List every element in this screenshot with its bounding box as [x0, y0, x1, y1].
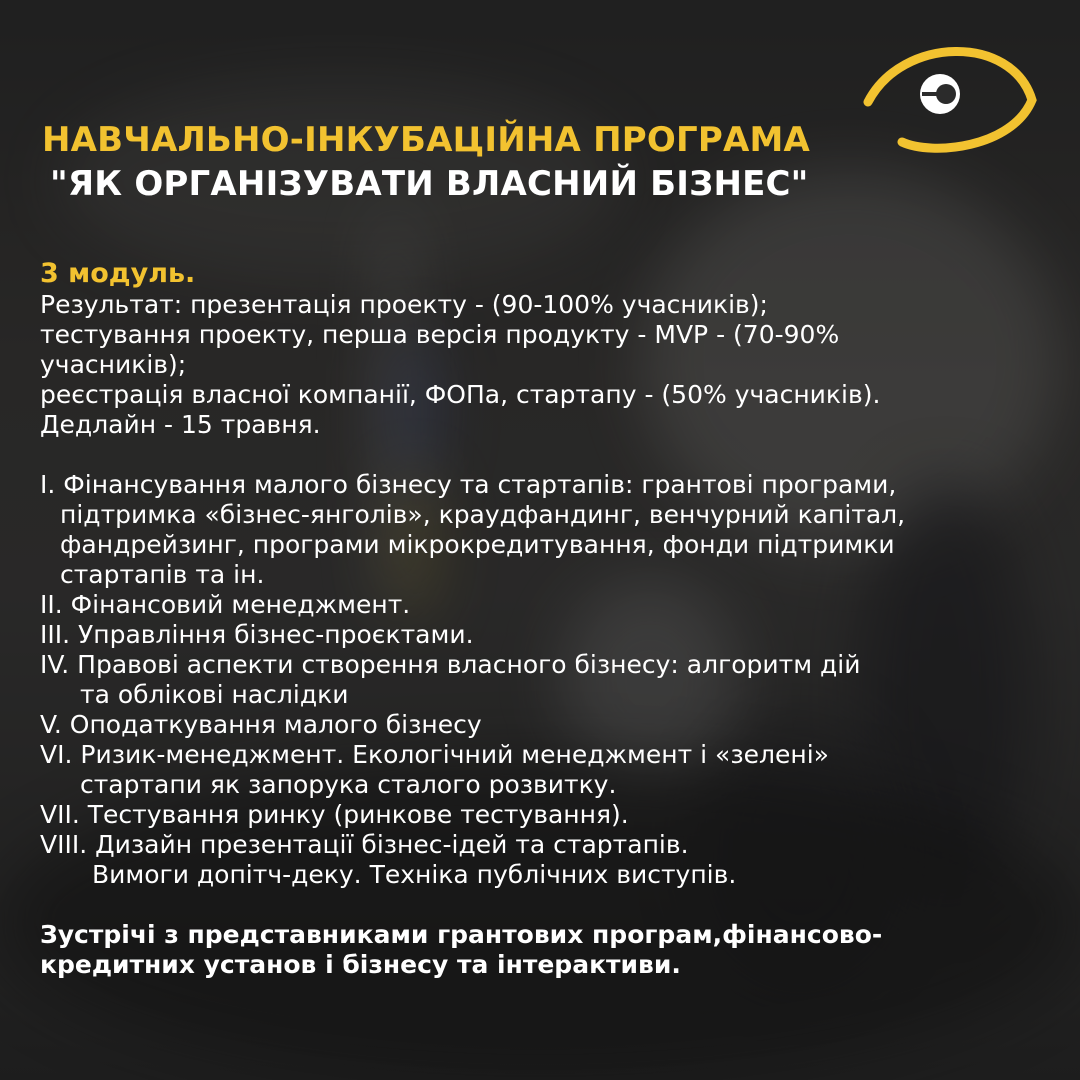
result-line: тестування проекту, перша версія продукту - MVP - (70-90%	[40, 320, 840, 349]
topic-line: VI. Ризик-менеджмент. Екологічний менеджмент і «зелені»	[40, 740, 829, 769]
topic-item	[40, 710, 1060, 740]
topic-item	[40, 800, 1060, 830]
topic-item	[40, 740, 1060, 800]
closing-text	[40, 920, 1060, 980]
topic-line: V. Оподаткування малого бізнесу	[40, 710, 482, 739]
title-line-2: "ЯК ОРГАНІЗУВАТИ ВЛАСНИЙ БІЗНЕС"	[50, 164, 809, 204]
topic-line: I. Фінансування малого бізнесу та стартапів: грантові програми,	[40, 470, 897, 499]
topic-item	[40, 830, 1060, 890]
topic-item	[40, 470, 1060, 590]
topic-item	[40, 650, 1060, 710]
topic-line: стартапів та ін.	[60, 560, 265, 589]
closing-line: кредитних установ і бізнесу та інтерактиви.	[40, 950, 681, 979]
result-line: учасників);	[40, 350, 187, 379]
closing-line: Зустрічі з представниками грантових програм,фінансово-	[40, 920, 883, 949]
topics-list	[40, 470, 1060, 890]
result-line: Результат: презентація проекту - (90-100% учасників);	[40, 290, 768, 319]
topic-line: стартапи як запорука сталого розвитку.	[80, 770, 617, 799]
page-title	[42, 118, 810, 206]
topic-line: Вимоги допітч-деку. Техніка публічних виступів.	[92, 860, 737, 889]
topic-line: фандрейзинг, програми мікрокредитування, фонди підтримки	[60, 530, 895, 559]
result-line: реєстрація власної компанії, ФОПа, стартапу - (50% учасників).	[40, 380, 881, 409]
module-heading: 3 модуль.	[40, 258, 196, 289]
topic-line: підтримка «бізнес-янголів», краудфандинг, венчурний капітал,	[60, 500, 906, 529]
topic-line: та облікові наслідки	[80, 680, 349, 709]
topic-item	[40, 590, 1060, 620]
module-content	[40, 258, 1060, 980]
topic-line: VII. Тестування ринку (ринкове тестування).	[40, 800, 629, 829]
deadline-line: Дедлайн - 15 травня.	[40, 410, 321, 439]
topic-item	[40, 620, 1060, 650]
topic-line: III. Управління бізнес-проєктами.	[40, 620, 474, 649]
topic-line: IV. Правові аспекти створення власного бізнесу: алгоритм дій	[40, 650, 861, 679]
eye-logo-icon	[862, 38, 1038, 158]
topic-line: II. Фінансовий менеджмент.	[40, 590, 411, 619]
title-line-1: НАВЧАЛЬНО-ІНКУБАЦІЙНА ПРОГРАМА	[42, 120, 811, 160]
topic-line: VIII. Дизайн презентації бізнес-ідей та стартапів.	[40, 830, 689, 859]
